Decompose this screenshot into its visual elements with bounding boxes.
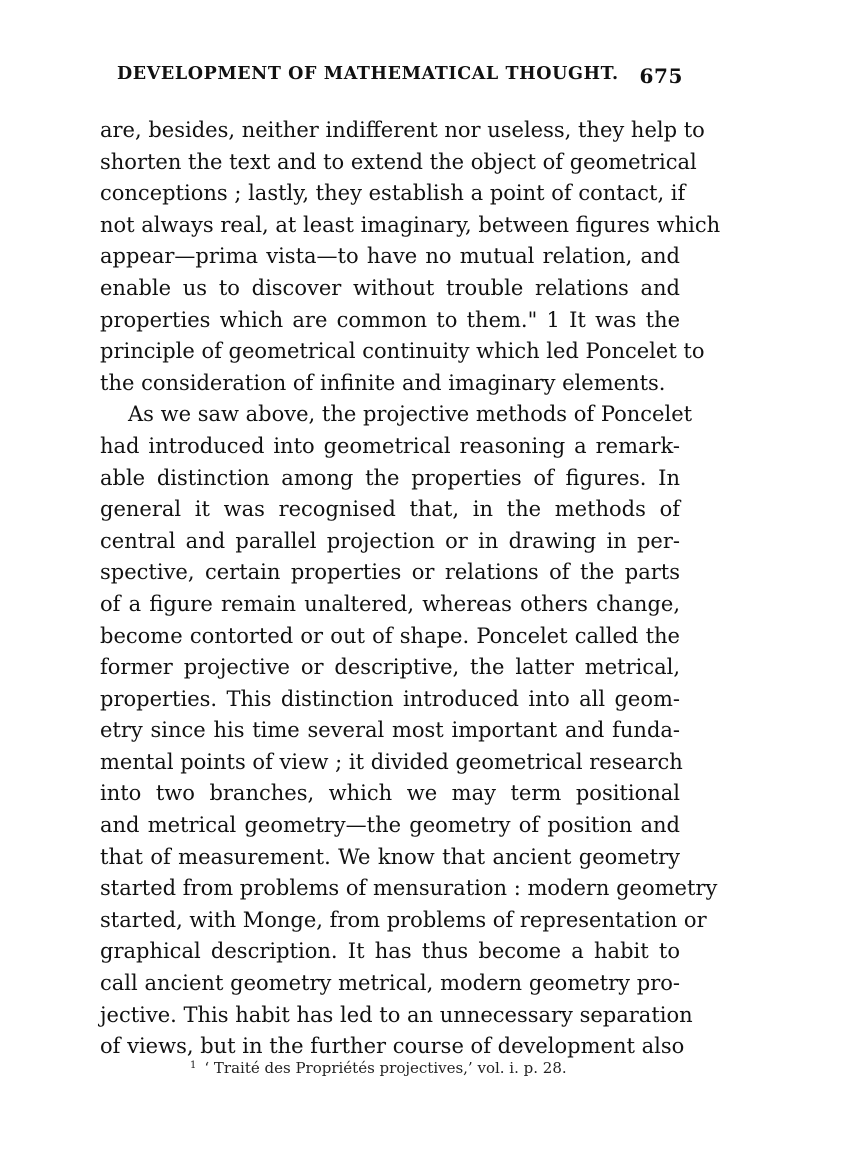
footnote-marker: 1 — [190, 1060, 197, 1071]
text-line: the consideration of infinite and imaginary elements. — [100, 370, 666, 395]
text-line: mental points of view ; it divided geometrical research — [100, 749, 683, 774]
text-line: conceptions ; lastly, they establish a point of contact, if — [100, 181, 686, 206]
text-line: able distinction among the properties of figures. In — [100, 465, 680, 490]
text-line: are, besides, neither indifferent nor useless, they help to — [100, 118, 705, 142]
text-line: enable us to discover without trouble relations and — [100, 275, 680, 300]
text-line: general it was recognised that, in the methods of — [100, 497, 680, 522]
body-text — [100, 115, 721, 1063]
text-line: that of measurement. We know that ancient geometry — [100, 844, 680, 869]
text-line: call ancient geometry metrical, modern geometry pro- — [100, 971, 680, 996]
text-line: appear—prima vista—to have no mutual relation, and — [100, 244, 680, 269]
text-line: into two branches, which we may term positional — [100, 781, 680, 806]
text-line: shorten the text and to extend the object of geometrical — [100, 149, 697, 174]
text-line: jective. This habit has led to an unnecessary separation — [100, 1002, 693, 1027]
text-line: of a figure remain unaltered, whereas others change, — [100, 591, 680, 616]
text-line: not always real, at least imaginary, between figures which — [100, 212, 721, 237]
text-line: etry since his time several most important and funda- — [100, 718, 680, 743]
text-line: former projective or descriptive, the latter metrical, — [100, 655, 680, 680]
footnote-text: ‘ Traité des Propriétés projectives,’ vol. i. p. 28. — [204, 1059, 567, 1077]
text-line: had introduced into geometrical reasoning a remark- — [100, 433, 680, 458]
text-line: of views, but in the further course of development also — [100, 1034, 685, 1059]
text-line: principle of geometrical continuity which led Poncelet to — [100, 339, 705, 364]
running-head — [117, 64, 683, 90]
text-line: become contorted or out of shape. Poncelet called the — [100, 623, 680, 648]
footnote — [190, 1059, 567, 1077]
text-line: properties which are common to them." 1 It was the — [100, 307, 680, 332]
text-line: graphical description. It has thus become a habit to — [100, 939, 680, 964]
text-line: As we saw above, the projective methods of Poncelet — [128, 402, 693, 427]
text-line: and metrical geometry—the geometry of position and — [100, 813, 680, 838]
text-line: spective, certain properties or relations of the parts — [100, 560, 680, 585]
text-line: properties. This distinction introduced into all geom- — [100, 686, 680, 711]
page-number: 675 — [639, 64, 683, 88]
text-line: started, with Monge, from problems of representation or — [100, 907, 707, 932]
text-line: central and parallel projection or in drawing in per- — [100, 528, 680, 553]
running-head-title: DEVELOPMENT OF MATHEMATICAL THOUGHT. — [117, 64, 619, 84]
text-line: started from problems of mensuration : modern geometry — [100, 876, 718, 901]
